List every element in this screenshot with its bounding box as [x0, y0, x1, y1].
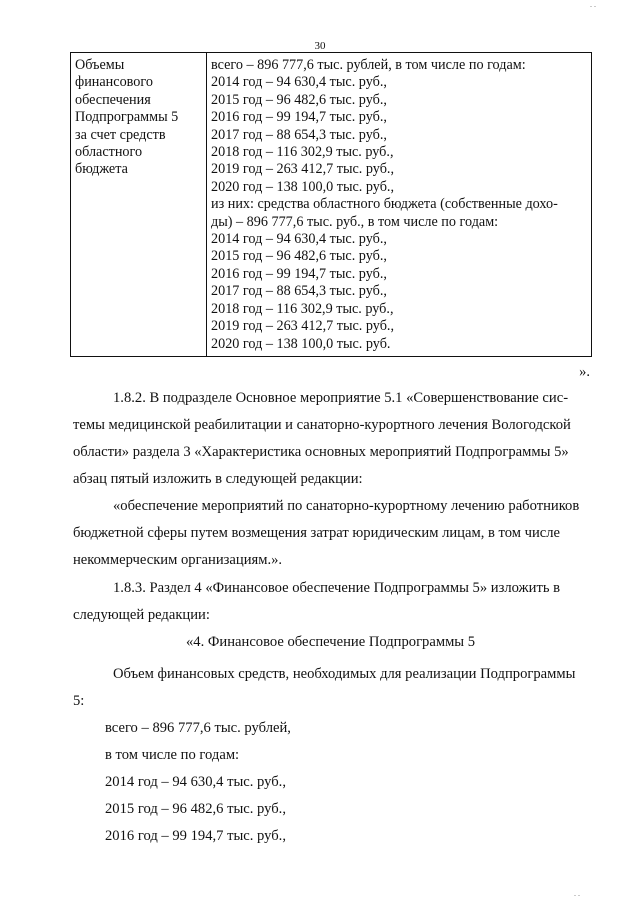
volume-text-line: 5:	[73, 693, 85, 709]
paragraph-1-8-3-line: следующей редакции:	[73, 607, 210, 623]
total-line: в том числе по годам:	[105, 747, 240, 763]
quoted-text-line: бюджетной сферы путем возмещения затрат юридическим лицам, в том числе	[73, 525, 561, 541]
label-line: областного	[75, 144, 143, 161]
label-line: финансового	[75, 74, 153, 91]
value-line: 2017 год – 88 654,3 тыс. руб.,	[211, 126, 387, 143]
top-right-corner-mark: . .	[590, 0, 596, 9]
financing-table	[70, 52, 592, 357]
volume-text-line: Объем финансовых средств, необходимых для реализации Подпрограммы	[113, 666, 576, 682]
value-line: 2017 год – 88 654,3 тыс. руб.,	[211, 283, 387, 300]
quoted-text-line: «обеспечение мероприятий по санаторно-курортному лечению работников	[113, 498, 580, 514]
value-line: из них: средства областного бюджета (собственные дохо-	[211, 196, 558, 213]
financing-values-cell	[207, 53, 592, 357]
value-line: 2016 год – 99 194,7 тыс. руб.,	[211, 109, 387, 126]
value-line: 2020 год – 138 100,0 тыс. руб.	[211, 335, 391, 352]
value-line: 2015 год – 96 482,6 тыс. руб.,	[211, 91, 387, 108]
bottom-right-corner-mark: . .	[574, 889, 580, 898]
financing-label-cell	[71, 53, 207, 357]
value-line: 2018 год – 116 302,9 тыс. руб.,	[211, 300, 394, 317]
value-line: 2015 год – 96 482,6 тыс. руб.,	[211, 248, 387, 265]
value-line: 2016 год – 99 194,7 тыс. руб.,	[211, 265, 387, 282]
label-line: бюджета	[75, 161, 128, 178]
value-line: 2019 год – 263 412,7 тыс. руб.,	[211, 161, 395, 178]
value-line: ды) – 896 777,6 тыс. руб., в том числе по годам:	[211, 213, 499, 230]
value-line: 2014 год – 94 630,4 тыс. руб.,	[211, 231, 387, 248]
paragraph-1-8-2-line: абзац пятый изложить в следующей редакции:	[73, 471, 363, 487]
year-total-line: 2016 год – 99 194,7 тыс. руб.,	[105, 828, 286, 844]
value-line: 2019 год – 263 412,7 тыс. руб.,	[211, 318, 395, 335]
label-line: за счет средств	[75, 126, 166, 143]
year-total-line: 2015 год – 96 482,6 тыс. руб.,	[105, 801, 286, 817]
table-row	[71, 53, 592, 357]
value-line: 2018 год – 116 302,9 тыс. руб.,	[211, 144, 394, 161]
paragraph-1-8-2-line: темы медицинской реабилитации и санаторно-курортного лечения Вологодской	[73, 417, 571, 433]
paragraph-1-8-3-line: 1.8.3. Раздел 4 «Финансовое обеспечение Подпрограммы 5» изложить в	[113, 580, 561, 596]
paragraph-1-8-2-line: 1.8.2. В подразделе Основное мероприятие 5.1 «Совершенствование сис-	[113, 390, 569, 406]
value-line: всего – 896 777,6 тыс. рублей, в том числе по годам:	[211, 57, 526, 73]
label-line: обеспечения	[75, 91, 151, 108]
table-closing-quote: ».	[579, 364, 590, 380]
label-line: Объемы	[75, 57, 125, 73]
page-number: 30	[314, 40, 326, 52]
value-line: 2020 год – 138 100,0 тыс. руб.,	[211, 178, 395, 195]
section-heading: «4. Финансовое обеспечение Подпрограммы 5	[186, 634, 476, 650]
year-total-line: 2014 год – 94 630,4 тыс. руб.,	[105, 774, 286, 790]
total-line: всего – 896 777,6 тыс. рублей,	[105, 720, 291, 736]
value-line: 2014 год – 94 630,4 тыс. руб.,	[211, 74, 387, 91]
label-line: Подпрограммы 5	[75, 109, 179, 126]
paragraph-1-8-2-line: области» раздела 3 «Характеристика основных мероприятий Подпрограммы 5»	[73, 444, 569, 460]
quoted-text-line: некоммерческим организациям.».	[73, 552, 283, 568]
